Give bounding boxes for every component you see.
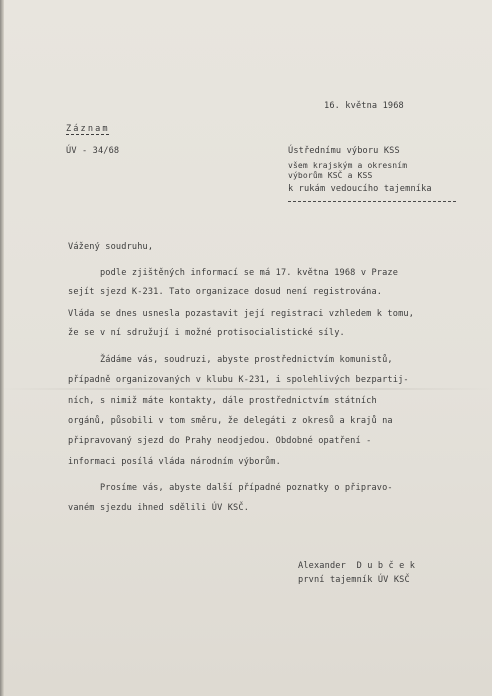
body-line: informaci posílá vláda národním výborům.: [68, 457, 281, 467]
paper-fold: [0, 388, 492, 390]
letter-date: 16. května 1968: [324, 101, 404, 111]
recipient-line: výborům KSČ a KSS: [288, 171, 373, 180]
body-line: orgánů, působili v tom směru, že delegáti z okresů a krajů na: [68, 416, 393, 426]
recipient-line: k rukám vedoucího tajemníka: [288, 184, 432, 194]
body-line: Vláda se dnes usnesla pozastavit její registraci vzhledem k tomu,: [68, 309, 415, 319]
recipient-underline: [288, 201, 456, 202]
body-line: Prosíme vás, abyste další případné poznatky o připravo-: [68, 483, 393, 493]
body-line: že se v ní sdružují i možné protisocialistické síly.: [68, 328, 345, 338]
recipient-line: všem krajským a okresním: [288, 161, 408, 170]
body-line: podle zjištěných informací se má 17. května 1968 v Praze: [68, 268, 399, 278]
recipient-line: Ústřednímu výboru KSS: [288, 146, 400, 156]
signature-title: první tajemník ÚV KSČ: [298, 575, 410, 585]
body-line: ních, s nimiž máte kontakty, dále prostřednictvím státních: [68, 396, 377, 406]
paper-edge: [0, 0, 4, 696]
reference-number: ÚV - 34/68: [66, 146, 120, 156]
body-line: Žádáme vás, soudruzi, abyste prostřednictvím komunistů,: [68, 355, 393, 365]
body-line: připravovaný sjezd do Prahy neodjedou. Obdobné opatření -: [68, 436, 372, 446]
body-line: případně organizovaných v klubu K-231, i spolehlivých bezpartij-: [68, 375, 409, 385]
signature-name: Alexander D u b č e k: [298, 561, 416, 571]
body-line: vaném sjezdu ihned sdělili ÚV KSČ.: [68, 503, 250, 513]
salutation: Vážený soudruhu,: [68, 242, 154, 252]
body-line: sejít sjezd K-231. Tato organizace dosud není registrována.: [68, 287, 383, 297]
copy-marker: Záznam: [66, 124, 110, 134]
